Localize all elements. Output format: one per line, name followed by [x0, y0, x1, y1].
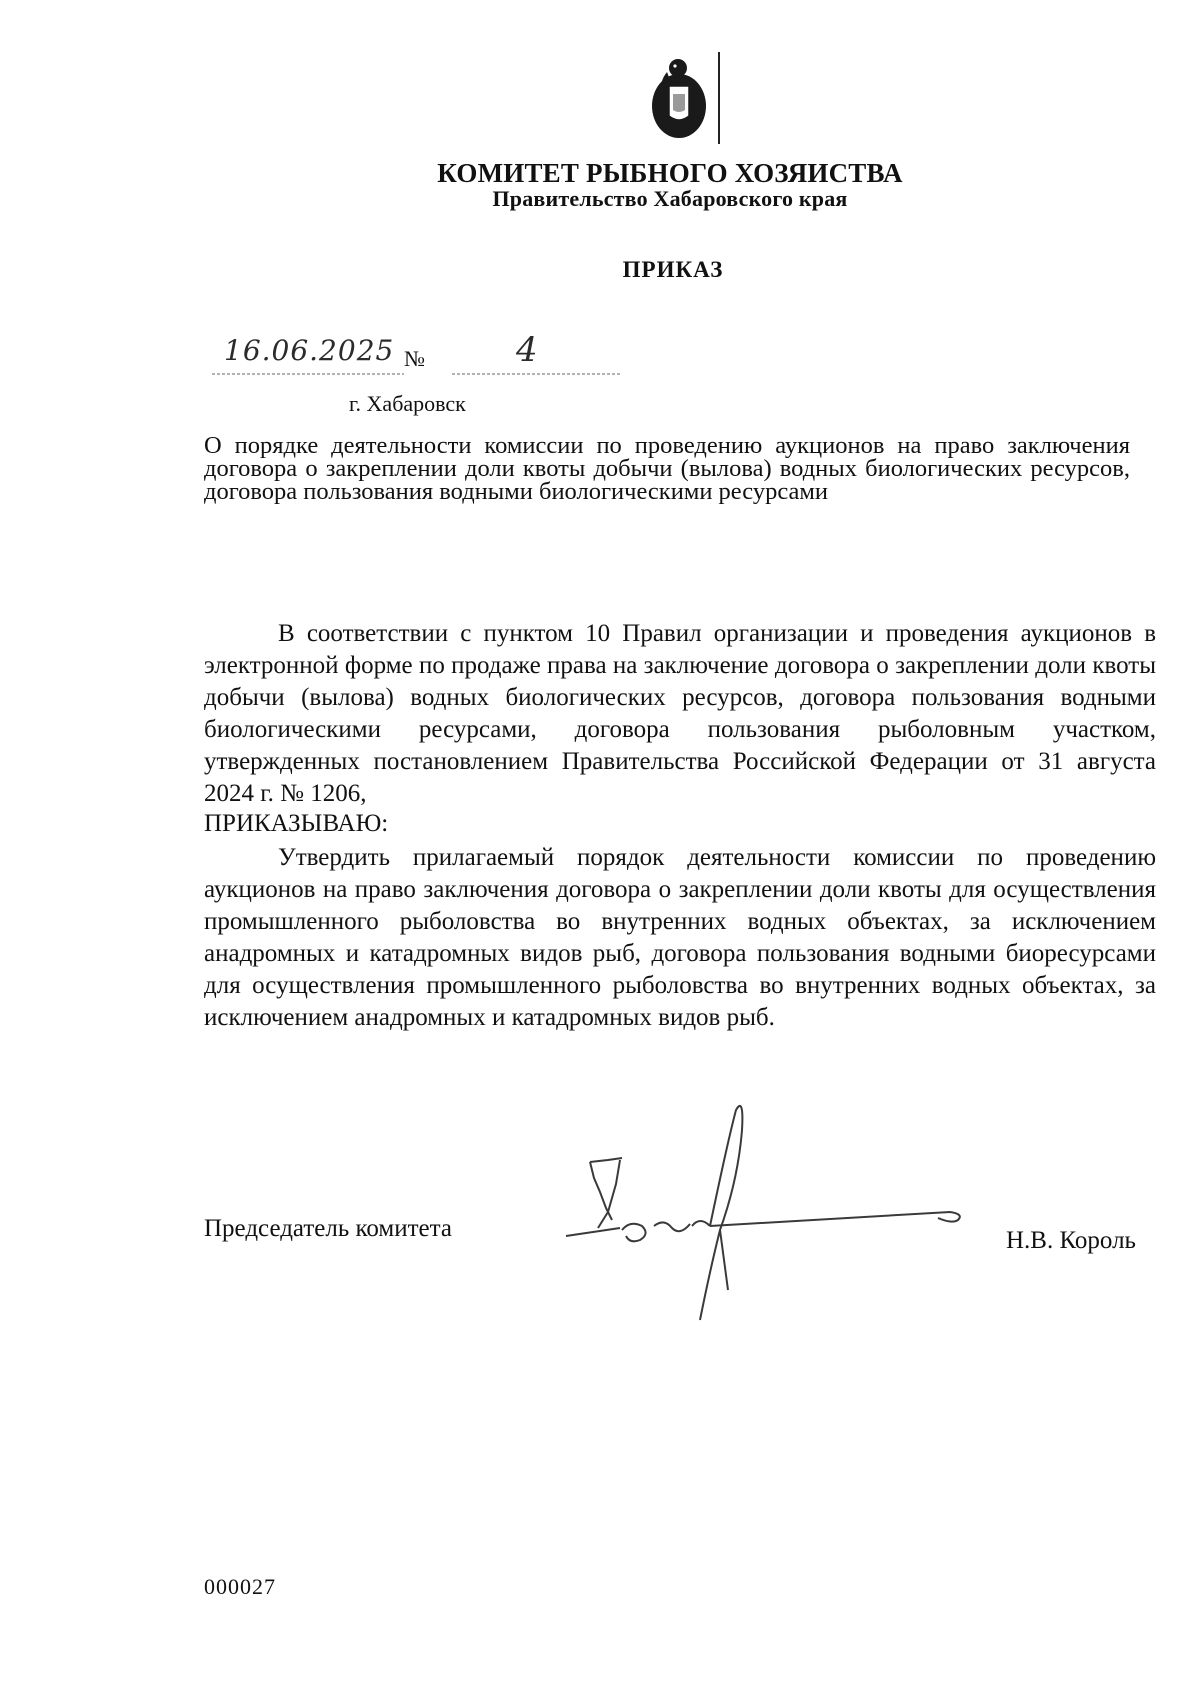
khabarovsk-bear-emblem-icon	[645, 48, 735, 148]
body-paragraph-1: В соответствии с пунктом 10 Правил организации и проведения аукционов в электронной форме по продаже права на заключение договора о закреплении доли квоты добычи (вылова) водных биологических ресурсов, договора пользования водными биологическими ресурсами, договора пользования рыболовным участком, утвержденных постановлением Правительства Российской Федерации от 31 августа 2024 г. № 1206,	[204, 620, 1156, 807]
signer-title: Председатель комитета	[204, 1215, 452, 1242]
document-serial-number: 000027	[204, 1574, 276, 1599]
signer-name: Н.В. Король	[1006, 1227, 1136, 1254]
order-number: 4	[516, 330, 538, 370]
order-date: 16.06.2025	[224, 334, 395, 367]
org-name: КОМИТЕТ РЫБНОГО ХОЗЯИСТВА	[437, 158, 903, 188]
org-subtitle: Правительство Хабаровского края	[492, 186, 848, 211]
document-type: ПРИКАЗ	[622, 257, 724, 282]
number-sign: №	[404, 346, 425, 371]
order-word: ПРИКАЗЫВАЮ:	[204, 810, 389, 837]
body-paragraph-2: Утвердить прилагаемый порядок деятельности комиссии по проведению аукционов на право заключения договора о закреплении доли квоты для осуществления промышленного рыболовства во внутренних водных объектах, за исключением анадромных и катадромных видов рыб, договора пользования водными биоресурсами для осуществления промышленного рыболовства во внутренних водных объектах, за исключением анадромных и катадромных видов рыб.	[204, 844, 1156, 1031]
handwritten-signature-icon	[560, 1100, 980, 1330]
order-subject: О порядке деятельности комиссии по проведению аукционов на право заключения договора о закреплении доли квоты добычи (вылова) водных биологических ресурсов, договора пользования водными биологическими ресурсами	[204, 432, 1130, 505]
city: г. Хабаровск	[349, 391, 466, 416]
